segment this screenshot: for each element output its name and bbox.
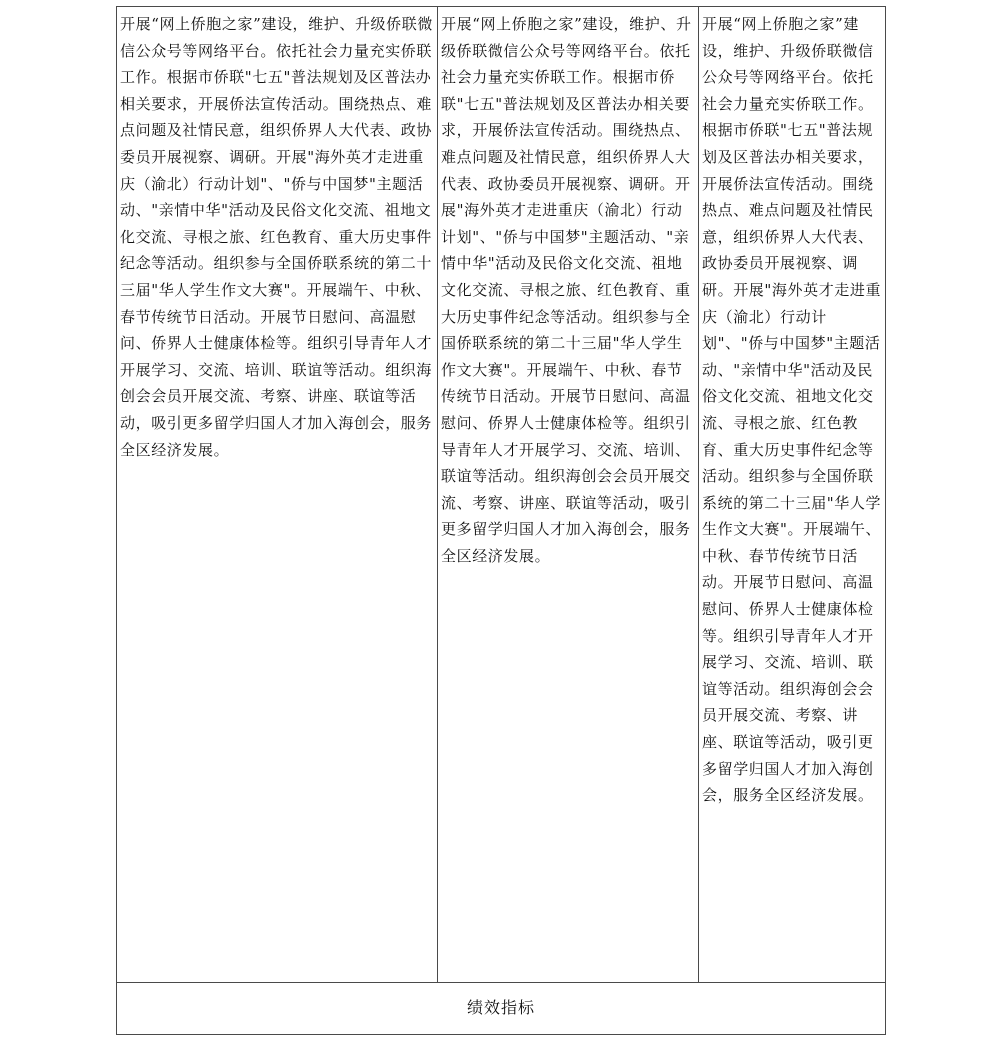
table-row [117, 7, 886, 983]
table-cell-column-1: 开展“网上侨胞之家”建设，维护、升级侨联微信公众号等网络平台。依托社会力量充实侨联工作。根据市侨联"七五"普法规划及区普法办相关要求，开展侨法宣传活动。围绕热点、难点问题及社情民意，组织侨界人大代表、政协委员开展视察、调研。开展"海外英才走进重庆（渝北）行动计划"、"侨与中国梦"主题活动、"亲情中华"活动及民俗文化交流、祖地文化交流、寻根之旅、红色教育、重大历史事件纪念等活动。组织参与全国侨联系统的第二十三届"华人学生作文大赛"。开展端午、中秋、春节传统节日活动。开展节日慰问、高温慰问、侨界人士健康体检等。组织引导青年人才开展学习、交流、培训、联谊等活动。组织海创会会员开展交流、考察、讲座、联谊等活动，吸引更多留学归国人才加入海创会，服务全区经济发展。 [117, 7, 438, 983]
table-cell-column-3: 开展“网上侨胞之家”建设，维护、升级侨联微信公众号等网络平台。依托社会力量充实侨联工作。根据市侨联"七五"普法规划及区普法办相关要求，开展侨法宣传活动。围绕热点、难点问题及社情民意，组织侨界人大代表、政协委员开展视察、调研。开展"海外英才走进重庆（渝北）行动计划"、"侨与中国梦"主题活动、"亲情中华"活动及民俗文化交流、祖地文化交流、寻根之旅、红色教育、重大历史事件纪念等活动。组织参与全国侨联系统的第二十三届"华人学生作文大赛"。开展端午、中秋、春节传统节日活动。开展节日慰问、高温慰问、侨界人士健康体检等。组织引导青年人才开展学习、交流、培训、联谊等活动。组织海创会会员开展交流、考察、讲座、联谊等活动，吸引更多留学归国人才加入海创会，服务全区经济发展。 [699, 7, 886, 983]
table-cell-column-2: 开展“网上侨胞之家”建设，维护、升级侨联微信公众号等网络平台。依托社会力量充实侨联工作。根据市侨联"七五"普法规划及区普法办相关要求，开展侨法宣传活动。围绕热点、难点问题及社情民意，组织侨界人大代表、政协委员开展视察、调研。开展"海外英才走进重庆（渝北）行动计划"、"侨与中国梦"主题活动、"亲情中华"活动及民俗文化交流、祖地文化交流、寻根之旅、红色教育、重大历史事件纪念等活动。组织参与全国侨联系统的第二十三届"华人学生作文大赛"。开展端午、中秋、春节传统节日活动。开展节日慰问、高温慰问、侨界人士健康体检等。组织引导青年人才开展学习、交流、培训、联谊等活动。组织海创会会员开展交流、考察、讲座、联谊等活动，吸引更多留学归国人才加入海创会，服务全区经济发展。 [438, 7, 699, 983]
table-row-footer [117, 983, 886, 1035]
document-table [116, 6, 886, 1035]
performance-indicator-label: 绩效指标 [117, 983, 886, 1035]
